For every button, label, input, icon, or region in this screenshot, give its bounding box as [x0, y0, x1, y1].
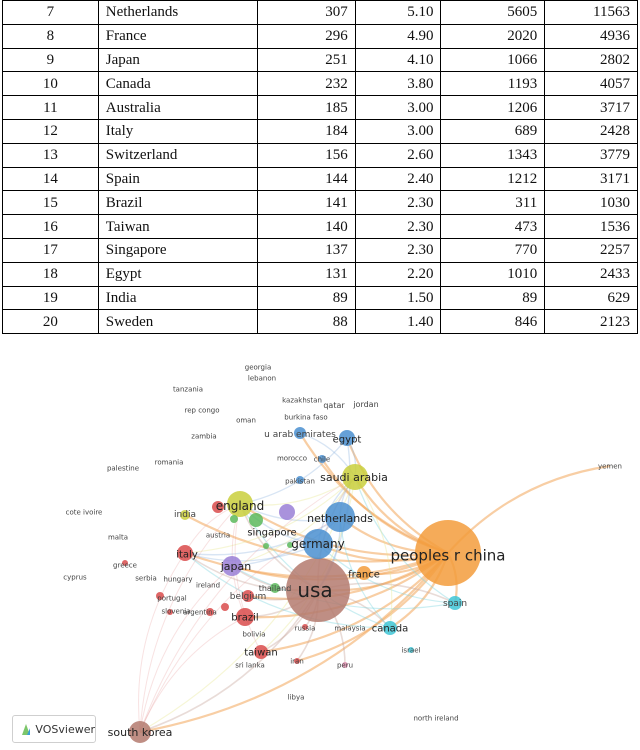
- table-cell-c3: 140: [258, 215, 356, 239]
- network-label: yemen: [597, 462, 623, 471]
- table-cell-rank: 17: [3, 238, 99, 262]
- table-cell-c3: 89: [258, 286, 356, 310]
- table-cell-c5: 1193: [441, 72, 545, 96]
- network-label: georgia: [244, 363, 272, 372]
- table-cell-c4: 2.20: [355, 262, 441, 286]
- table-cell-c3: 251: [258, 48, 356, 72]
- table-cell-c4: 2.30: [355, 238, 441, 262]
- network-label: hungary: [163, 575, 193, 584]
- network-label: netherlands: [307, 511, 373, 525]
- table-cell-rank: 20: [3, 310, 99, 334]
- table-cell-c3: 141: [258, 191, 356, 215]
- table-row: [3, 215, 638, 239]
- network-label: canada: [371, 623, 409, 635]
- network-label: taiwan: [244, 647, 278, 659]
- table-cell-country: Singapore: [98, 238, 257, 262]
- table-cell-country: Netherlands: [98, 1, 257, 25]
- table-cell-c5: 1010: [441, 262, 545, 286]
- table-cell-c5: 89: [441, 286, 545, 310]
- network-label: greece: [113, 561, 137, 570]
- table-cell-c4: 3.80: [355, 72, 441, 96]
- table-cell-c5: 473: [441, 215, 545, 239]
- network-label: cote ivoire: [65, 508, 103, 517]
- table-cell-c3: 296: [258, 24, 356, 48]
- table-row: [3, 191, 638, 215]
- vosviewer-country-network: [0, 340, 640, 750]
- network-label: singapore: [247, 527, 297, 539]
- network-label: malaysia: [334, 624, 366, 633]
- table-cell-c3: 184: [258, 119, 356, 143]
- network-label: burkina faso: [284, 413, 328, 422]
- table-cell-c4: 2.40: [355, 167, 441, 191]
- table-cell-c3: 185: [258, 96, 356, 120]
- table-cell-country: Canada: [98, 72, 257, 96]
- table-cell-c5: 5605: [441, 1, 545, 25]
- table-cell-c6: 2802: [545, 48, 638, 72]
- network-node: [249, 513, 263, 527]
- table-cell-c5: 2020: [441, 24, 545, 48]
- network-label: libya: [287, 693, 305, 702]
- network-label: germany: [291, 537, 345, 552]
- network-label: lebanon: [247, 374, 277, 383]
- table-cell-c4: 1.40: [355, 310, 441, 334]
- table-cell-c4: 3.00: [355, 119, 441, 143]
- table-cell-c6: 2433: [545, 262, 638, 286]
- table-cell-c3: 307: [258, 1, 356, 25]
- table-cell-rank: 11: [3, 96, 99, 120]
- table-row: [3, 1, 638, 25]
- table-cell-c5: 1206: [441, 96, 545, 120]
- table-cell-rank: 10: [3, 72, 99, 96]
- network-label: usa: [297, 578, 333, 602]
- table-cell-rank: 15: [3, 191, 99, 215]
- table-cell-country: Italy: [98, 119, 257, 143]
- table-cell-c5: 689: [441, 119, 545, 143]
- table-cell-rank: 13: [3, 143, 99, 167]
- network-label: palestine: [106, 464, 140, 473]
- country-statistics-table: [2, 0, 638, 334]
- network-label: zambia: [191, 432, 217, 441]
- network-label: thailand: [258, 583, 292, 593]
- table-cell-country: Brazil: [98, 191, 257, 215]
- table-cell-rank: 8: [3, 24, 99, 48]
- table-cell-c6: 1536: [545, 215, 638, 239]
- table-cell-c3: 137: [258, 238, 356, 262]
- table-row: [3, 119, 638, 143]
- table-cell-c6: 3717: [545, 96, 638, 120]
- table-cell-c4: 4.90: [355, 24, 441, 48]
- table-cell-country: Sweden: [98, 310, 257, 334]
- table-row: [3, 238, 638, 262]
- table-cell-rank: 9: [3, 48, 99, 72]
- network-label: portugal: [157, 594, 187, 603]
- network-label: romania: [154, 458, 184, 467]
- network-label: rep congo: [184, 406, 220, 415]
- table-cell-c6: 2428: [545, 119, 638, 143]
- network-label: peru: [336, 661, 354, 670]
- network-label: sri lanka: [235, 661, 265, 670]
- network-label: brazil: [231, 612, 259, 624]
- network-node: [263, 543, 269, 549]
- network-label: japan: [220, 559, 252, 573]
- network-label: kazakhstan: [282, 396, 322, 405]
- table-cell-c5: 1212: [441, 167, 545, 191]
- network-label: peoples r china: [390, 546, 506, 565]
- table-cell-c4: 4.10: [355, 48, 441, 72]
- table-cell-c6: 3171: [545, 167, 638, 191]
- table-cell-country: Taiwan: [98, 215, 257, 239]
- network-label: saudi arabia: [320, 470, 388, 484]
- table-cell-c3: 232: [258, 72, 356, 96]
- network-label: slovenia: [161, 607, 191, 616]
- network-node: [221, 603, 229, 611]
- network-label: north ireland: [413, 714, 459, 723]
- network-label: serbia: [135, 574, 157, 583]
- network-label: spain: [442, 599, 468, 610]
- table-cell-c5: 846: [441, 310, 545, 334]
- table-cell-c3: 156: [258, 143, 356, 167]
- table-cell-c3: 131: [258, 262, 356, 286]
- network-label: u arab emirates: [264, 430, 336, 441]
- table-cell-c4: 2.30: [355, 215, 441, 239]
- table-cell-c5: 311: [441, 191, 545, 215]
- network-label: qatar: [323, 400, 345, 410]
- network-label: cyprus: [63, 573, 87, 582]
- table-cell-c6: 3779: [545, 143, 638, 167]
- network-label: morocco: [276, 454, 308, 463]
- table-cell-c3: 144: [258, 167, 356, 191]
- network-label: israel: [401, 646, 421, 655]
- table-cell-c4: 2.60: [355, 143, 441, 167]
- network-label: belgium: [229, 592, 267, 603]
- table-cell-c6: 2123: [545, 310, 638, 334]
- vosviewer-logo-icon: [20, 721, 30, 737]
- table-cell-c5: 1066: [441, 48, 545, 72]
- network-node: [279, 504, 295, 520]
- network-label: pakistan: [285, 477, 315, 486]
- table-row: [3, 48, 638, 72]
- table-cell-country: France: [98, 24, 257, 48]
- network-label: tanzania: [172, 385, 204, 394]
- table-cell-c4: 3.00: [355, 96, 441, 120]
- table-cell-c6: 2257: [545, 238, 638, 262]
- network-node: [230, 515, 238, 523]
- table-cell-c6: 629: [545, 286, 638, 310]
- network-label: england: [215, 499, 265, 514]
- table-cell-rank: 18: [3, 262, 99, 286]
- network-label: france: [348, 569, 380, 581]
- table-cell-c6: 4057: [545, 72, 638, 96]
- table-cell-rank: 14: [3, 167, 99, 191]
- table-row: [3, 143, 638, 167]
- table-cell-rank: 7: [3, 1, 99, 25]
- table-cell-c6: 11563: [545, 1, 638, 25]
- table-cell-c4: 1.50: [355, 286, 441, 310]
- table-cell-rank: 19: [3, 286, 99, 310]
- table-cell-rank: 12: [3, 119, 99, 143]
- table-row: [3, 310, 638, 334]
- network-label: argentina: [183, 608, 217, 617]
- network-label: italy: [176, 549, 198, 561]
- network-label: austria: [205, 531, 231, 540]
- table-cell-c5: 770: [441, 238, 545, 262]
- table-cell-country: Switzerland: [98, 143, 257, 167]
- network-label: iran: [290, 657, 304, 666]
- network-label: russia: [294, 624, 316, 633]
- network-label: south korea: [107, 725, 173, 739]
- table-cell-rank: 16: [3, 215, 99, 239]
- table-cell-c5: 1343: [441, 143, 545, 167]
- table-cell-country: Egypt: [98, 262, 257, 286]
- table-cell-country: Australia: [98, 96, 257, 120]
- table-row: [3, 167, 638, 191]
- table-cell-c4: 5.10: [355, 1, 441, 25]
- table-cell-c6: 4936: [545, 24, 638, 48]
- table-row: [3, 24, 638, 48]
- table-row: [3, 262, 638, 286]
- network-label: chile: [313, 455, 331, 464]
- network-label: india: [174, 510, 196, 521]
- network-label: malta: [107, 533, 129, 542]
- vosviewer-logo-text: VOSviewer: [35, 722, 95, 736]
- table-cell-c4: 2.30: [355, 191, 441, 215]
- table-row: [3, 286, 638, 310]
- table-row: [3, 96, 638, 120]
- table-cell-c3: 88: [258, 310, 356, 334]
- table-row: [3, 72, 638, 96]
- network-label: jordan: [353, 399, 379, 409]
- table-cell-country: India: [98, 286, 257, 310]
- vosviewer-logo: [12, 715, 96, 743]
- network-label: ireland: [195, 581, 221, 590]
- network-label: oman: [236, 416, 256, 425]
- table-cell-country: Spain: [98, 167, 257, 191]
- table-cell-c6: 1030: [545, 191, 638, 215]
- table-cell-country: Japan: [98, 48, 257, 72]
- network-labels: [63, 363, 622, 738]
- network-label: bolivia: [242, 630, 266, 639]
- network-label: egypt: [332, 434, 362, 446]
